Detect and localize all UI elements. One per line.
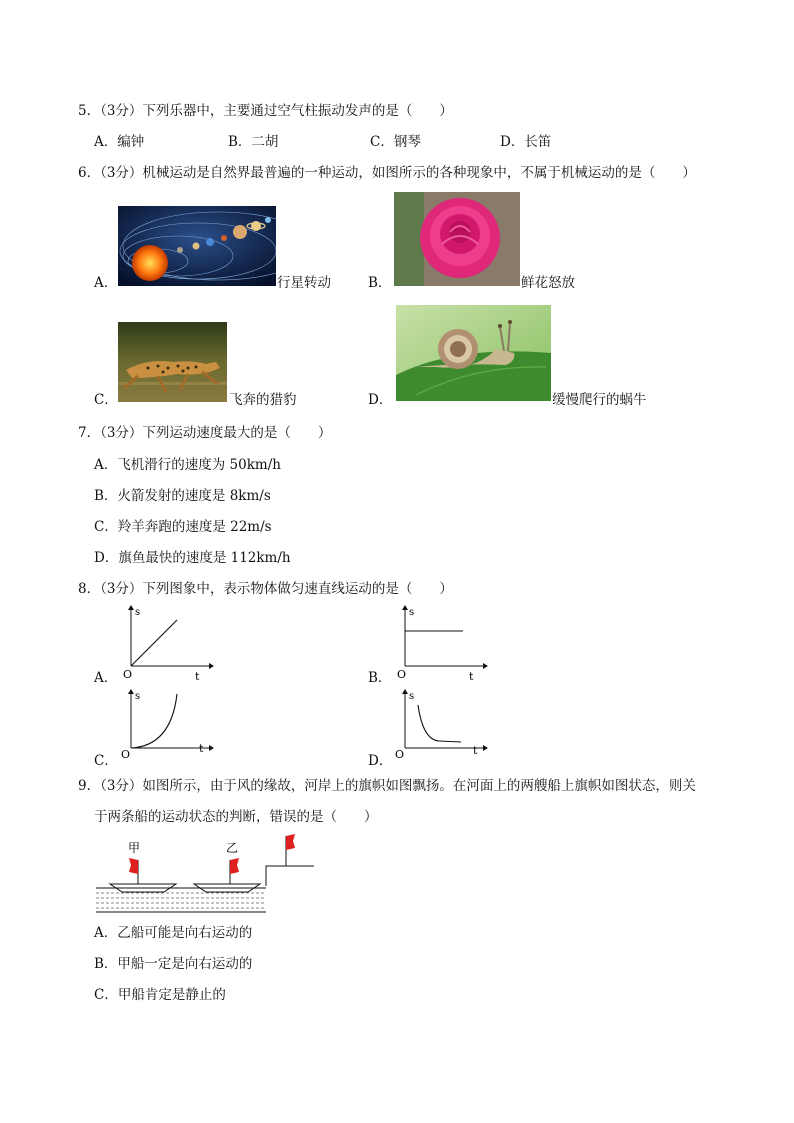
q8-letter-b: B．: [368, 670, 392, 686]
graph-c-curve: [131, 694, 177, 748]
q5-stem: 5．（3分）下列乐器中，主要通过空气柱振动发声的是（ ）: [78, 103, 453, 119]
q6-letter-d: D．: [368, 392, 393, 408]
flag-jia: [129, 858, 138, 874]
q7-option-b: B．火箭发射的速度是 8km/s: [94, 488, 271, 504]
q8-letter-d: D．: [368, 753, 393, 769]
q9-stem-line1: 9．（3分）如图所示，由于风的缘故，河岸上的旗帜如图飘扬。在河面上的两艘船上旗帜如图状态，则关: [78, 778, 696, 794]
q6-letter-a: A．: [94, 275, 118, 291]
q6-caption-c: 飞奔的猎豹: [229, 392, 297, 408]
graph-d-origin: O: [395, 748, 405, 761]
q6-letter-c: C．: [94, 392, 118, 408]
graph-c: [115, 688, 215, 766]
flag-yi: [230, 858, 239, 874]
q6-caption-a: 行星转动: [277, 275, 331, 291]
q9-stem-line2: 于两条船的运动状态的判断，错误的是（ ）: [94, 809, 378, 825]
graph-a-origin: O: [123, 668, 133, 681]
boats-diagram: [96, 832, 318, 914]
graph-d-x-label: t: [473, 744, 478, 757]
q6-caption-d: 缓慢爬行的蜗牛: [552, 392, 647, 408]
q5-option-a: A．编钟: [94, 134, 145, 150]
q7-stem: 7．（3分）下列运动速度最大的是（ ）: [78, 425, 332, 441]
graph-b-x-label: t: [469, 670, 474, 682]
q7-option-a: A．飞机滑行的速度为 50km/h: [94, 457, 281, 473]
graph-a-y-label: s: [135, 607, 141, 618]
graph-c-origin: O: [121, 748, 131, 761]
graph-a-line: [131, 620, 177, 666]
solar-system-image: [118, 206, 276, 286]
q5-option-b: B．二胡: [228, 134, 279, 150]
bank-flag: [286, 834, 295, 850]
snail-image: [396, 305, 551, 401]
q8-letter-a: A．: [94, 670, 118, 686]
graph-a: [115, 604, 215, 682]
graph-b-y-label: s: [409, 607, 415, 618]
boat-label-yi: 乙: [226, 841, 239, 855]
q8-letter-c: C．: [94, 753, 118, 769]
q6-caption-b: 鲜花怒放: [521, 275, 575, 291]
graph-d: [391, 688, 491, 766]
rose-image: [394, 192, 520, 286]
q9-option-b: B．甲船一定是向右运动的: [94, 956, 253, 972]
q9-option-a: A．乙船可能是向右运动的: [94, 925, 253, 941]
q6-letter-b: B．: [368, 275, 392, 291]
q6-stem: 6．（3分）机械运动是自然界最普遍的一种运动，如图所示的各种现象中，不属于机械运动的是（ ）: [78, 165, 696, 181]
q8-stem: 8．（3分）下列图象中，表示物体做匀速直线运动的是（ ）: [78, 581, 453, 597]
q5-option-c: C．钢琴: [370, 134, 421, 150]
q7-option-d: D．旗鱼最快的速度是 112km/h: [94, 550, 291, 566]
graph-c-y-label: s: [135, 691, 141, 702]
graph-b: [389, 604, 489, 682]
cheetah-image: [118, 322, 227, 402]
graph-a-x-label: t: [195, 670, 200, 682]
graph-d-y-label: s: [409, 691, 415, 702]
graph-c-x-label: t: [199, 742, 204, 755]
graph-b-origin: O: [397, 668, 407, 681]
q5-option-d: D．长笛: [500, 134, 552, 150]
boat-label-jia: 甲: [128, 841, 141, 855]
q7-option-c: C．羚羊奔跑的速度是 22m/s: [94, 519, 272, 535]
q9-option-c: C．甲船肯定是静止的: [94, 987, 226, 1003]
graph-d-curve: [418, 705, 461, 742]
